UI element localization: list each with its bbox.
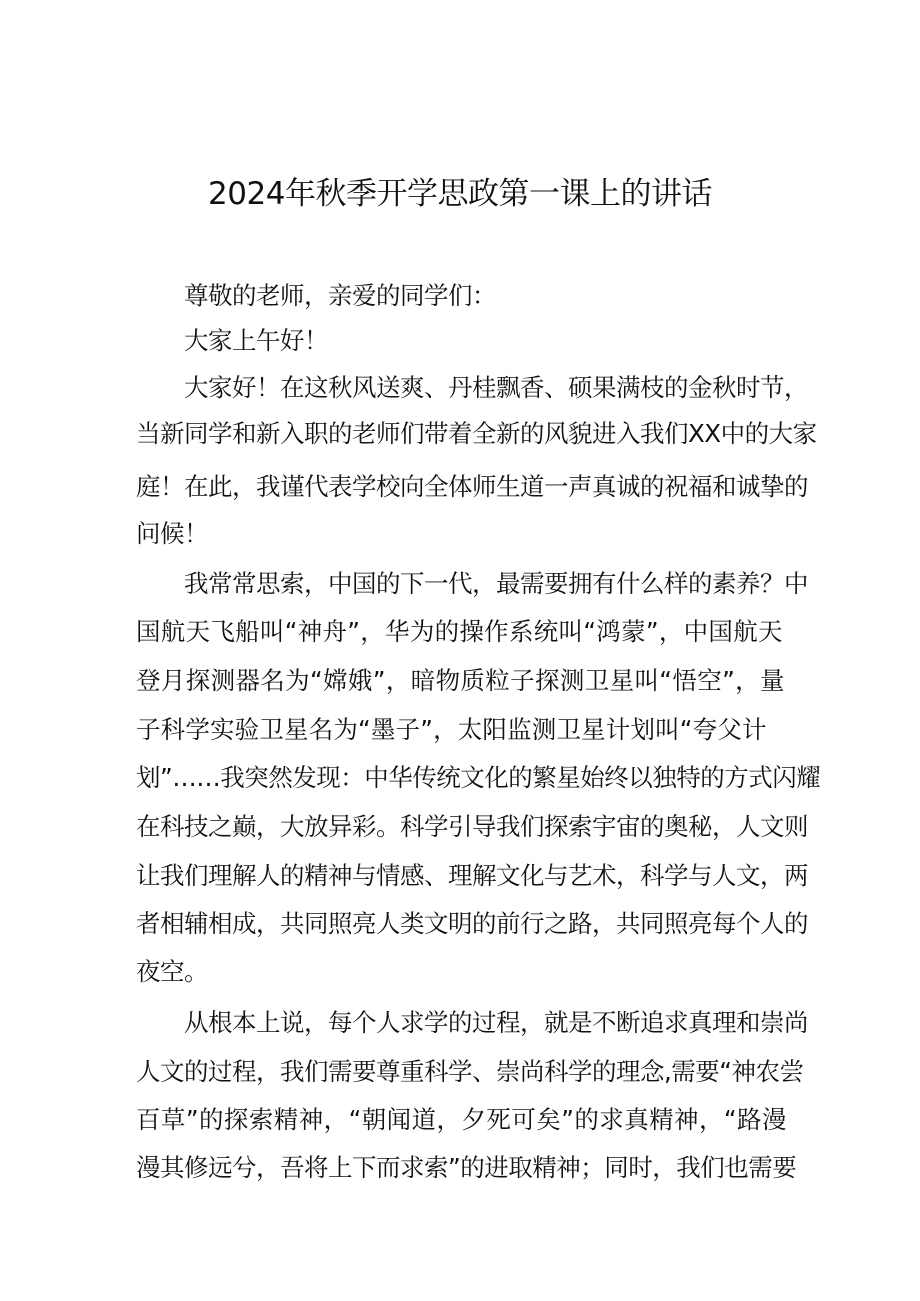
paragraph-2-line-5: 划”……我突然发现：中华传统文化的繁星始终以独特的方式闪耀 (136, 763, 821, 792)
paragraph-2-line-8: 者相辅相成，共同照亮人类文明的前行之路，共同照亮每个人的 (136, 909, 808, 938)
paragraph-1-line-3: 庭！在此，我谨代表学校向全体师生道一声真诚的祝福和诚挚的 (136, 472, 808, 501)
paragraph-2-line-9: 夜空。 (136, 957, 208, 986)
paragraph-3-line-4: 漫其修远兮，吾将上下而求索”的进取精神；同时，我们也需要 (136, 1153, 797, 1182)
document-title: 2024年秋季开学思政第一课上的讲话 (208, 176, 712, 212)
paragraph-3-line-3: 百草”的探索精神，“朝闻道，夕死可矣”的求真精神，“路漫 (136, 1105, 786, 1134)
paragraph-1-line-4: 问候！ (136, 519, 208, 548)
paragraph-3-line-1: 从根本上说，每个人求学的过程，就是不断追求真理和崇尚 (184, 1008, 808, 1037)
paragraph-3-line-2: 人文的过程，我们需要尊重科学、崇尚科学的理念,需要“神农尝 (136, 1057, 804, 1086)
paragraph-2-line-7: 让我们理解人的精神与情感、理解文化与艺术，科学与人文，两 (136, 861, 808, 890)
paragraph-2-line-1: 我常常思索，中国的下一代，最需要拥有什么样的素养？中 (184, 569, 808, 598)
paragraph-2-line-6: 在科技之巅，大放异彩。科学引导我们探索宇宙的奥秘，人文则 (136, 812, 808, 841)
paragraph-1-line-2: 当新同学和新入职的老师们带着全新的风貌进入我们XX中的大家 (136, 419, 817, 448)
paragraph-2-line-4: 子科学实验卫星名为“墨子”，太阳监测卫星计划叫“夸父计 (136, 715, 766, 744)
paragraph-1-line-1: 大家好！在这秋风送爽、丹桂飘香、硕果满枝的金秋时节， (184, 373, 808, 402)
salutation-line: 尊敬的老师，亲爱的同学们： (184, 281, 496, 310)
paragraph-2-line-3: 登月探测器名为“嫦娥”，暗物质粒子探测卫星叫“悟空”，量 (136, 666, 784, 695)
greeting-line: 大家上午好！ (184, 326, 328, 355)
paragraph-2-line-2: 国航天飞船叫“神舟”，华为的操作系统叫“鸿蒙”，中国航天 (136, 617, 782, 646)
